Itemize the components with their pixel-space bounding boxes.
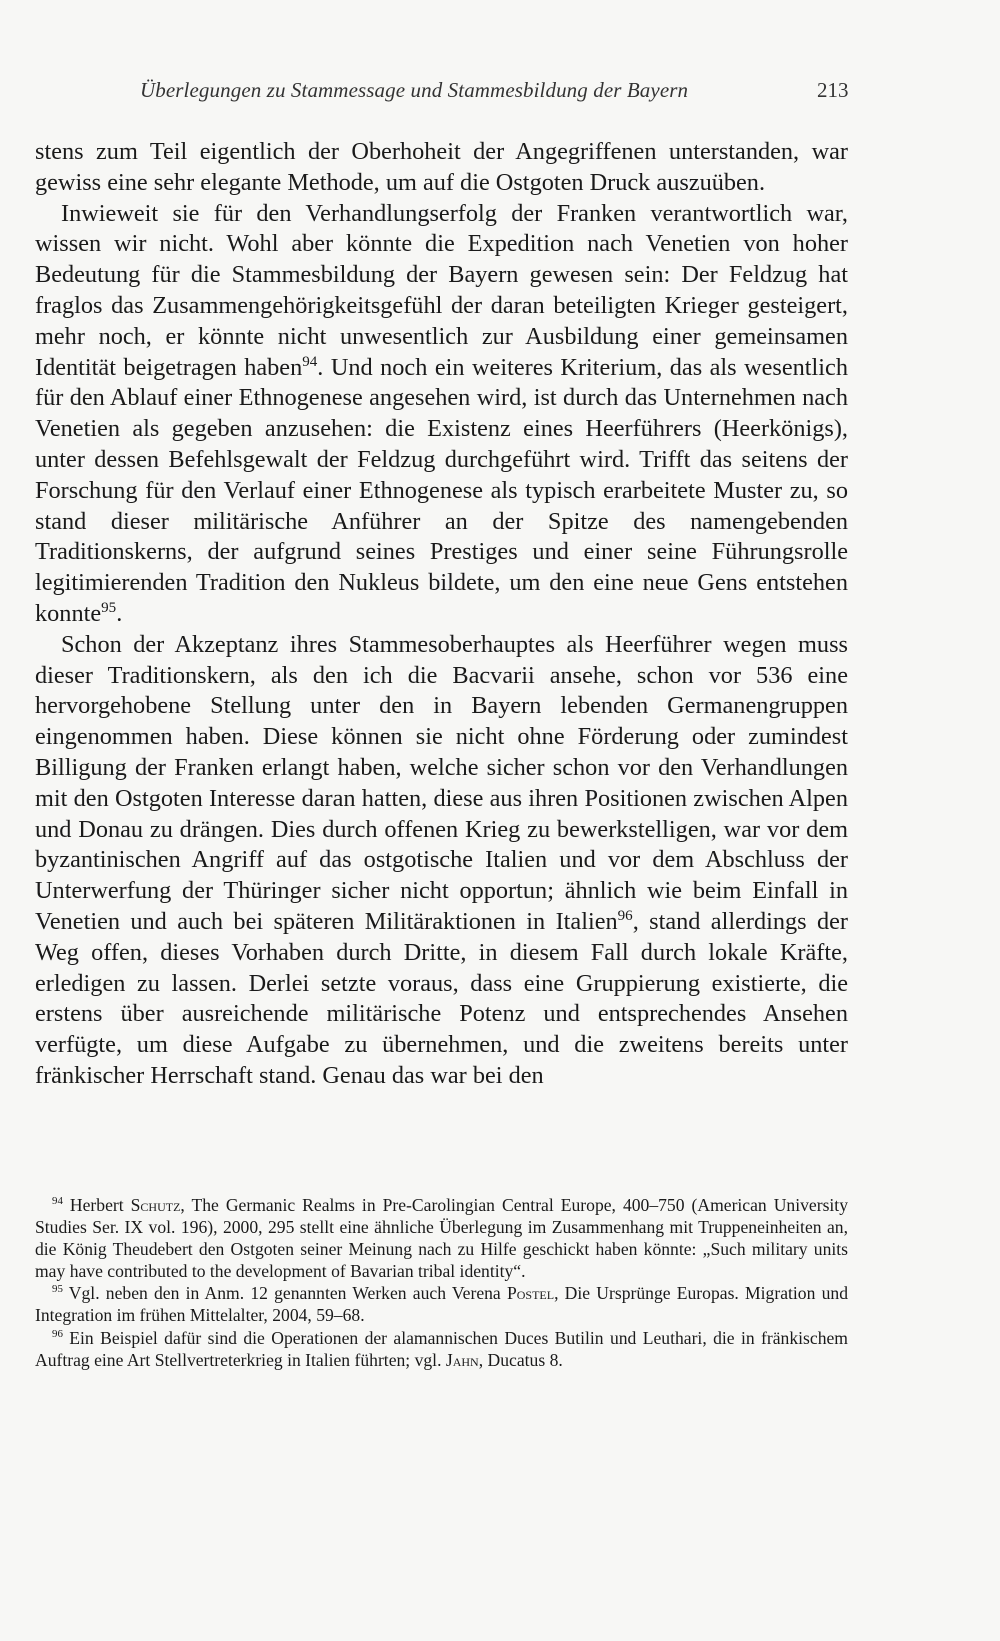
paragraph-2-part-1: Schon der Akzeptanz ihres Stammesoberhauptes als Heerführer wegen muss dieser Traditionskern, als den ich die Bacvarii ansehe, schon vor 536 eine hervorgehobene Stellung unter den in Bayern lebenden Germanengruppen eingenommen haben. Diese können sie nicht ohne Förderung oder zumindest Billigung der Franken erlangt haben, welche sicher schon vor den Verhandlungen mit den Ostgoten Interesse daran hatten, diese aus ihren Positionen zwischen Alpen und Donau zu drängen. Dies durch offenen Krieg zu bewerkstelligen, war vor dem byzantinischen Angriff auf das ostgotische Italien und vor dem Abschluss der Unterwerfung der Thüringer sicher nicht opportun; ähnlich wie beim Einfall in Venetien und auch bei späteren Militäraktionen in Italien: [35, 630, 848, 935]
footnote-94: [35, 1194, 848, 1282]
footnote-text-pre: Vgl. neben den in Anm. 12 genannten Werken auch Verena: [68, 1283, 507, 1304]
footnote-number: 94: [52, 1195, 63, 1208]
footnote-text-pre: Herbert: [69, 1195, 131, 1215]
paragraph-2-part-2: , stand allerdings der Weg offen, dieses Vorhaben durch Dritte, in diesem Fall durch lokale Kräfte, erledigen zu lassen. Derlei setzte voraus, dass eine Gruppierung existierte, die erstens über ausreichende militärische Potenz und entsprechendes Ansehen verfügte, um diese Aufgabe zu übernehmen, und die zweitens bereits unter fränkischer Herrschaft stand. Genau das war bei den: [35, 907, 848, 1089]
footnote-text-post: , The Germanic Realms in Pre-Carolingian Central Europe, 400–750 (American University Studies Ser. IX vol. 196), 2000, 295 stellt eine ähnliche Überlegung im Zusammenhang mit Truppeneinheiten an, die König Theudebert den Ostgoten seiner Meinung nach zu Hilfe geschickt haben könnte: „Such military units may have contributed to the development of Bavarian tribal identity“.: [35, 1195, 848, 1282]
paragraph-1-part-4: .: [116, 599, 123, 627]
paragraph-1-part-1: stens zum Teil eigentlich der Oberhoheit der Angegriffenen unterstanden, war gewiss eine sehr elegante Methode, um auf die Ostgoten Druck auszuüben.: [35, 138, 848, 196]
footnote-number: 95: [52, 1283, 63, 1296]
footnote-ref-96[interactable]: 96: [617, 907, 633, 924]
paragraph-1-part-3: . Und noch ein weiteres Kriterium, das als wesentlich für den Ablauf einer Ethnogenese angesehen wird, ist durch das Unternehmen nach Venetien als gegeben anzusehen: die Existenz eines Heerführers (Heerkönigs), unter dessen Befehlsgewalt der Feldzug durchgeführt wird. Trifft das seitens der Forschung für den Verlauf einer Ethnogenese als typisch erarbeitete Muster zu, so stand dieser militärische Anführer an der Spitze des namengebenden Traditionskerns, der aufgrund seines Prestiges und einer seine Führungsrolle legitimierenden Tradition den Nukleus bildete, um den eine neue Gens entstehen konnte: [35, 353, 848, 627]
footnote-text-post: , Ducatus 8.: [478, 1349, 563, 1370]
footnote-96: [35, 1327, 848, 1371]
footnote-author: Jahn: [445, 1349, 479, 1370]
footnotes: [35, 1194, 848, 1371]
running-title: Überlegungen zu Stammessage und Stammesbildung der Bayern: [140, 78, 689, 102]
footnote-ref-94[interactable]: 94: [302, 353, 318, 370]
footnote-text-post: , Die Ursprünge Europas. Migration und Integration im frühen Mittelalter, 2004, 59–68.: [35, 1283, 848, 1326]
footnote-number: 96: [52, 1327, 63, 1340]
footnote-text-pre: Ein Beispiel dafür sind die Operationen der alamannischen Duces Butilin und Leuthari, die in fränkischem Auftrag eine Art Stellvertreterkrieg in Italien führten; vgl.: [35, 1327, 848, 1370]
page-number: 213: [817, 78, 849, 102]
footnote-author: Postel: [506, 1283, 555, 1304]
footnote-author: Schutz: [130, 1195, 181, 1215]
footnote-95: [35, 1282, 848, 1326]
paragraph-1-part-2: Inwieweit sie für den Verhandlungserfolg der Franken verantwortlich war, wissen wir nicht. Wohl aber könnte die Expedition nach Venetien von hoher Bedeutung für die Stammesbildung der Bayern gewesen sein: Der Feldzug hat fraglos das Zusammengehörigkeitsgefühl der daran beteiligten Krieger gesteigert, mehr noch, er könnte nicht unwesentlich zur Ausbildung einer gemeinsamen Identität beigetragen haben: [35, 199, 848, 381]
paragraph-1: [35, 137, 848, 630]
paragraph-2: [35, 630, 848, 1092]
main-text: [35, 137, 848, 1092]
footnote-ref-95[interactable]: 95: [101, 599, 117, 616]
